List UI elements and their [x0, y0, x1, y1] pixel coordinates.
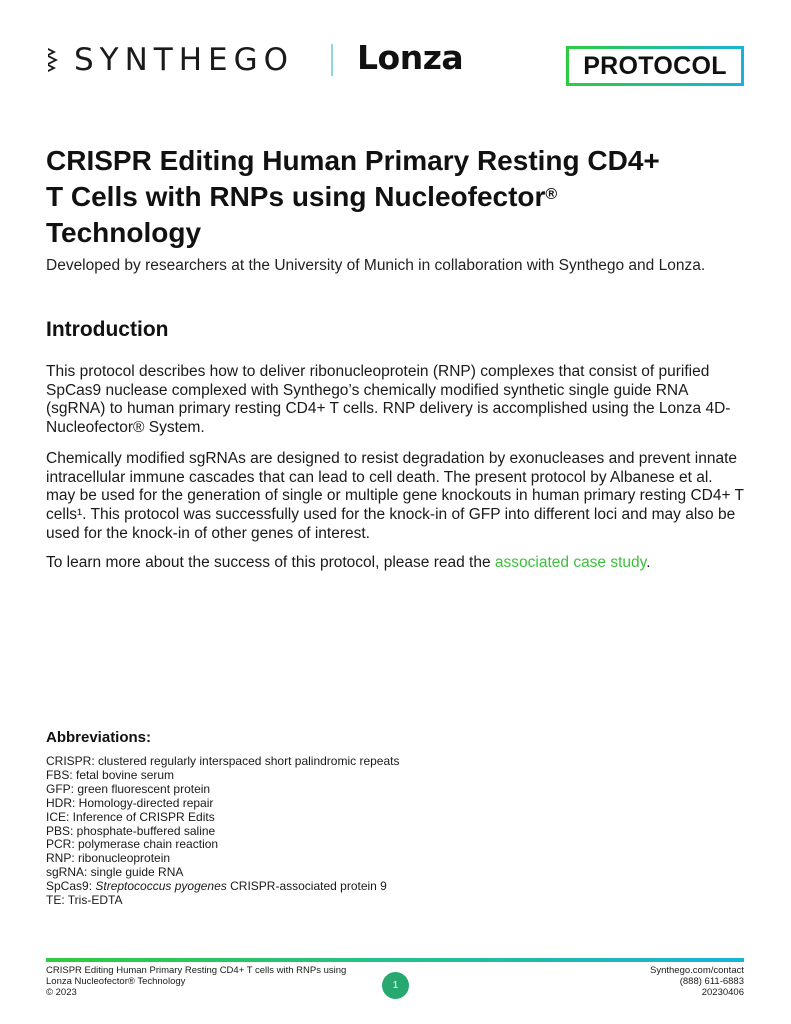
footer-contact-info — [560, 965, 744, 998]
abbreviation-item: PBS: phosphate-buffered saline — [46, 823, 216, 838]
spcas9-suffix: CRISPR-associated protein 9 — [226, 879, 387, 894]
spcas9-prefix: SpCas9: — [46, 879, 96, 894]
abbreviation-item: ICE: Inference of CRISPR Edits — [46, 809, 215, 824]
introduction-heading: Introduction — [46, 318, 169, 341]
lonza-logo: Lonza — [357, 38, 464, 77]
title-line-1: CRISPR Editing Human Primary Resting CD4+ — [46, 145, 660, 176]
registered-mark: ® — [545, 186, 558, 203]
synthego-chevron-icon — [46, 45, 66, 75]
abbreviation-item: HDR: Homology-directed repair — [46, 795, 214, 810]
title-line-2: T Cells with RNPs using Nucleofector — [46, 181, 546, 212]
abbreviations-heading: Abbreviations: — [46, 729, 152, 746]
footer-copyright: © 2023 — [46, 987, 77, 998]
page-number-badge: 1 — [382, 972, 409, 999]
abbreviation-item: CRISPR: clustered regularly interspaced short palindromic repeats — [46, 754, 400, 768]
abbreviation-item: TE: Tris-EDTA — [46, 893, 123, 908]
intro-paragraph-3 — [46, 554, 746, 573]
abbreviation-item: PCR: polymerase chain reaction — [46, 837, 219, 852]
title-line-3: Technology — [46, 217, 202, 248]
page-title — [46, 143, 746, 251]
footer-contact-url: Synthego.com/contact — [650, 965, 744, 976]
intro-p3-text: To learn more about the success of this protocol, please read the — [46, 554, 495, 571]
logo-divider — [331, 44, 333, 76]
footer-doc-code: 20230406 — [701, 987, 744, 998]
protocol-badge: PROTOCOL — [566, 46, 744, 86]
footer-document-info — [46, 965, 366, 998]
synthego-logo — [46, 40, 294, 80]
abbreviation-item: FBS: fetal bovine serum — [46, 767, 175, 782]
footer-doc-title-1: CRISPR Editing Human Primary Resting CD4+ T cells with RNPs using — [46, 965, 347, 976]
abbreviations-list — [46, 755, 546, 908]
intro-paragraph-1: This protocol describes how to deliver ribonucleoprotein (RNP) complexes that consist of purified SpCas9 nuclease complexed with Synthego’s chemically modified synthetic single guide RNA (sgRNA) to human primary resting CD4+ T cells. RNP delivery is accomplished using the Lonza 4D-Nucleofector® System. — [46, 363, 731, 437]
footer-doc-title-2: Lonza Nucleofector® Technology — [46, 976, 186, 987]
subtitle: Developed by researchers at the University of Munich in collaboration with Synthego and Lonza. — [46, 257, 706, 274]
intro-p3-period: . — [646, 554, 651, 571]
abbreviation-item-spcas9 — [46, 880, 546, 894]
spcas9-species: Streptococcus pyogenes — [95, 879, 227, 894]
case-study-link[interactable]: associated case study — [494, 554, 647, 571]
synthego-wordmark: SYNTHEGO — [74, 42, 295, 78]
footer-phone: (888) 611-6883 — [679, 976, 744, 987]
intro-paragraph-2: Chemically modified sgRNAs are designed to resist degradation by exonucleases and prevent innate intracellular immune cascades that can lead to cell death. The present protocol by Albanese et al. may be used for the generation of single or multiple gene knockouts in human primary resting CD4+ T cells¹. This protocol was successfully used for the knock-in of GFP into different loci and may also be used for the knock-in of other genes of interest. — [46, 450, 744, 542]
abbreviation-item: sgRNA: single guide RNA — [46, 865, 184, 880]
footer-divider — [46, 958, 744, 962]
abbreviation-item: GFP: green fluorescent protein — [46, 781, 211, 796]
abbreviation-item: RNP: ribonucleoprotein — [46, 851, 171, 866]
